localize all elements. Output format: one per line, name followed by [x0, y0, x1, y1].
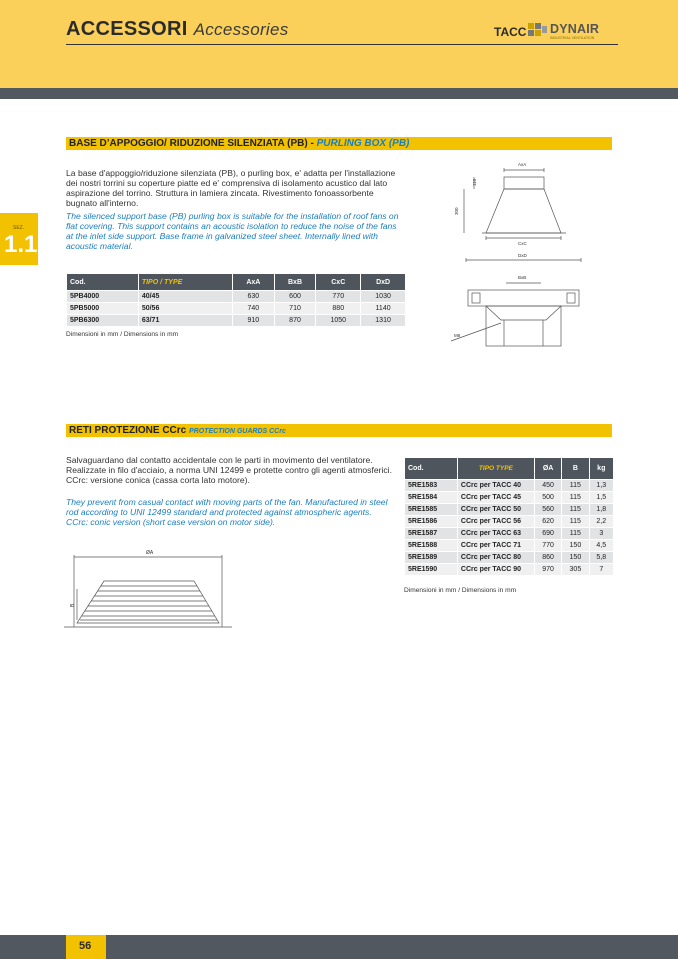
- ccrc-heading-en: PROTECTION GUARDS CCrc: [189, 428, 286, 435]
- ccrc-cell-kg: 1,5: [589, 492, 613, 504]
- pb-cell-type: 63/71: [138, 315, 232, 327]
- ccrc-col-oa: ØA: [534, 458, 561, 480]
- table-row: [67, 303, 406, 315]
- pb-heading-en: PURLING BOX (PB): [316, 138, 410, 149]
- ccrc-cell-b: 305: [562, 564, 589, 576]
- ccrc-cell-oa: 860: [534, 552, 561, 564]
- ccrc-cell-type: CCrc per TACC 40: [457, 480, 534, 492]
- ccrc-cell-code: 5RE1585: [405, 504, 458, 516]
- pb-description-en: The silenced support base (PB) purling box is suitable for the installation of roof fans on flat covering. This support contains an acoustic isolation to reduce the noise of the fans at the inlet side support. Base frame in galvanized steel sheet. Internally lined with acoustic material.: [66, 211, 399, 251]
- pb-technical-drawing: [446, 155, 596, 355]
- ccrc-cell-kg: 4,5: [589, 540, 613, 552]
- pb-cell-code: 5PB5000: [67, 303, 139, 315]
- ccrc-cell-code: 5RE1587: [405, 528, 458, 540]
- table-row: [67, 291, 406, 303]
- pb-cell-type: 40/45: [138, 291, 232, 303]
- ccrc-cell-type: CCrc per TACC 71: [457, 540, 534, 552]
- pb-cell-axa: 910: [232, 315, 274, 327]
- table-row: [67, 315, 406, 327]
- ccrc-cell-code: 5RE1589: [405, 552, 458, 564]
- page-number: 56: [79, 940, 92, 952]
- brand-logo: [528, 22, 600, 42]
- ccrc-cell-kg: 2,2: [589, 516, 613, 528]
- table-row: [405, 516, 614, 528]
- pb-dim-300: 300: [454, 207, 459, 215]
- pb-col-bxb: BxB: [274, 274, 316, 291]
- pb-cell-type: 50/56: [138, 303, 232, 315]
- section-label: SEZ.: [13, 225, 25, 231]
- ccrc-cell-kg: 3: [589, 528, 613, 540]
- table-row: [405, 528, 614, 540]
- pb-cell-axa: 630: [232, 291, 274, 303]
- brand-name: DYNAIR: [550, 22, 600, 36]
- pb-cell-bxb: 870: [274, 315, 316, 327]
- pb-heading-it: BASE D’APPOGGIO/ RIDUZIONE SILENZIATA (PB) -: [69, 138, 317, 149]
- pb-dim-bxb: BxB: [518, 275, 527, 280]
- pb-cell-cxc: 1050: [316, 315, 361, 327]
- ccrc-cell-oa: 970: [534, 564, 561, 576]
- pb-dim-axa: AxA: [518, 162, 527, 167]
- ccrc-description-it: Salvaguardano dal contatto accidentale con le parti in movimento del ventilatore. Realizzate in filo d'acciaio, a norma UNI 12499 e protette contro gli agenti atmosferici. CCrc: versione conica (cassa corta lato motore).: [66, 455, 392, 485]
- brand-tagline: INDUSTRIAL VENTILATION: [550, 36, 595, 40]
- table-row: [405, 552, 614, 564]
- ccrc-dim-oa: ØA: [146, 550, 154, 556]
- page-number-box: [66, 935, 106, 959]
- pb-cell-dxd: 1140: [361, 303, 406, 315]
- ccrc-cell-b: 115: [562, 480, 589, 492]
- ccrc-table: [404, 457, 614, 576]
- ccrc-cell-kg: 5,8: [589, 552, 613, 564]
- ccrc-cell-type: CCrc per TACC 63: [457, 528, 534, 540]
- ccrc-col-b: B: [562, 458, 589, 480]
- pb-cell-bxb: 710: [274, 303, 316, 315]
- ccrc-cell-oa: 560: [534, 504, 561, 516]
- ccrc-cell-code: 5RE1586: [405, 516, 458, 528]
- title-en: Accessories: [193, 20, 289, 39]
- ccrc-cell-oa: 770: [534, 540, 561, 552]
- ccrc-cell-code: 5RE1588: [405, 540, 458, 552]
- ccrc-cell-b: 150: [562, 540, 589, 552]
- ccrc-col-cod: Cod.: [405, 458, 458, 480]
- pb-dim-m8: M8: [454, 333, 461, 338]
- title-it: ACCESSORI: [66, 18, 188, 40]
- ccrc-cell-kg: 1,8: [589, 504, 613, 516]
- ccrc-heading: [69, 425, 286, 436]
- table-row: [405, 480, 614, 492]
- pb-dimensions-note: Dimensioni in mm / Dimensions in mm: [66, 331, 179, 338]
- ccrc-col-kg: kg: [589, 458, 613, 480]
- ccrc-cell-oa: 450: [534, 480, 561, 492]
- header-rule: [66, 44, 618, 45]
- ccrc-cell-oa: 690: [534, 528, 561, 540]
- pb-cell-dxd: 1030: [361, 291, 406, 303]
- ccrc-cell-oa: 500: [534, 492, 561, 504]
- pb-cell-cxc: 770: [316, 291, 361, 303]
- ccrc-cell-kg: 1,3: [589, 480, 613, 492]
- ccrc-cell-b: 115: [562, 504, 589, 516]
- section-tab: [0, 213, 38, 265]
- page-title: [66, 18, 289, 41]
- pb-cell-cxc: 880: [316, 303, 361, 315]
- ccrc-heading-it: RETI PROTEZIONE CCrc: [69, 425, 190, 436]
- ccrc-cell-b: 150: [562, 552, 589, 564]
- ccrc-cell-code: 5RE1590: [405, 564, 458, 576]
- ccrc-cell-type: CCrc per TACC 45: [457, 492, 534, 504]
- pb-col-dxd: DxD: [361, 274, 406, 291]
- pb-dim-cxc: CxC: [518, 241, 527, 246]
- table-row: [405, 492, 614, 504]
- ccrc-cell-type: CCrc per TACC 90: [457, 564, 534, 576]
- pb-col-cxc: CxC: [316, 274, 361, 291]
- ccrc-cell-b: 115: [562, 516, 589, 528]
- pb-heading: [69, 138, 409, 149]
- pb-col-axa: AxA: [232, 274, 274, 291]
- pb-table: [66, 273, 406, 327]
- pb-cell-code: 5PB4000: [67, 291, 139, 303]
- ccrc-dimensions-note: Dimensioni in mm / Dimensions in mm: [404, 587, 517, 594]
- ccrc-cell-kg: 7: [589, 564, 613, 576]
- ccrc-cell-type: CCrc per TACC 56: [457, 516, 534, 528]
- ccrc-cell-b: 115: [562, 492, 589, 504]
- ccrc-dim-b: B: [70, 603, 76, 607]
- pb-col-type: TIPO / TYPE: [138, 274, 232, 291]
- pb-col-cod: Cod.: [67, 274, 139, 291]
- ccrc-cell-code: 5RE1583: [405, 480, 458, 492]
- pb-description-it: La base d'appoggio/riduzione silenziata (PB), o purling box, e' adatta per l'installazione dei nostri torrini su coperture piatte ed e' comprensiva di isolamento acustico dal lato aspirazione del torrino. Struttura in lamiera zincata. Rivestimento fonoassorbente bugnato all'interno.: [66, 168, 396, 208]
- pb-cell-axa: 740: [232, 303, 274, 315]
- table-row: [405, 540, 614, 552]
- ccrc-cell-code: 5RE1584: [405, 492, 458, 504]
- logo-mark-icon: [528, 23, 548, 37]
- table-row: [405, 504, 614, 516]
- pb-dim-dxd: DxD: [518, 253, 527, 258]
- ccrc-technical-drawing: [64, 545, 234, 635]
- pb-cell-code: 5PB6300: [67, 315, 139, 327]
- ccrc-cell-b: 115: [562, 528, 589, 540]
- pb-cell-bxb: 600: [274, 291, 316, 303]
- ccrc-cell-oa: 620: [534, 516, 561, 528]
- product-code: TACC: [494, 25, 527, 39]
- ccrc-description-en: They prevent from casual contact with moving parts of the fan. Manufactured in steel rod according to UNI 12499 standard and protected against atmospheric agents. CCrc: conic version (short case version on motor side).: [66, 497, 388, 527]
- ccrc-col-type: TIPO TYPE: [457, 458, 534, 480]
- ccrc-cell-type: CCrc per TACC 50: [457, 504, 534, 516]
- pb-dim-110: 110: [472, 178, 477, 186]
- section-number: 1.1: [4, 231, 38, 258]
- ccrc-cell-type: CCrc per TACC 80: [457, 552, 534, 564]
- header-stripe: [0, 88, 678, 99]
- pb-cell-dxd: 1310: [361, 315, 406, 327]
- table-row: [405, 564, 614, 576]
